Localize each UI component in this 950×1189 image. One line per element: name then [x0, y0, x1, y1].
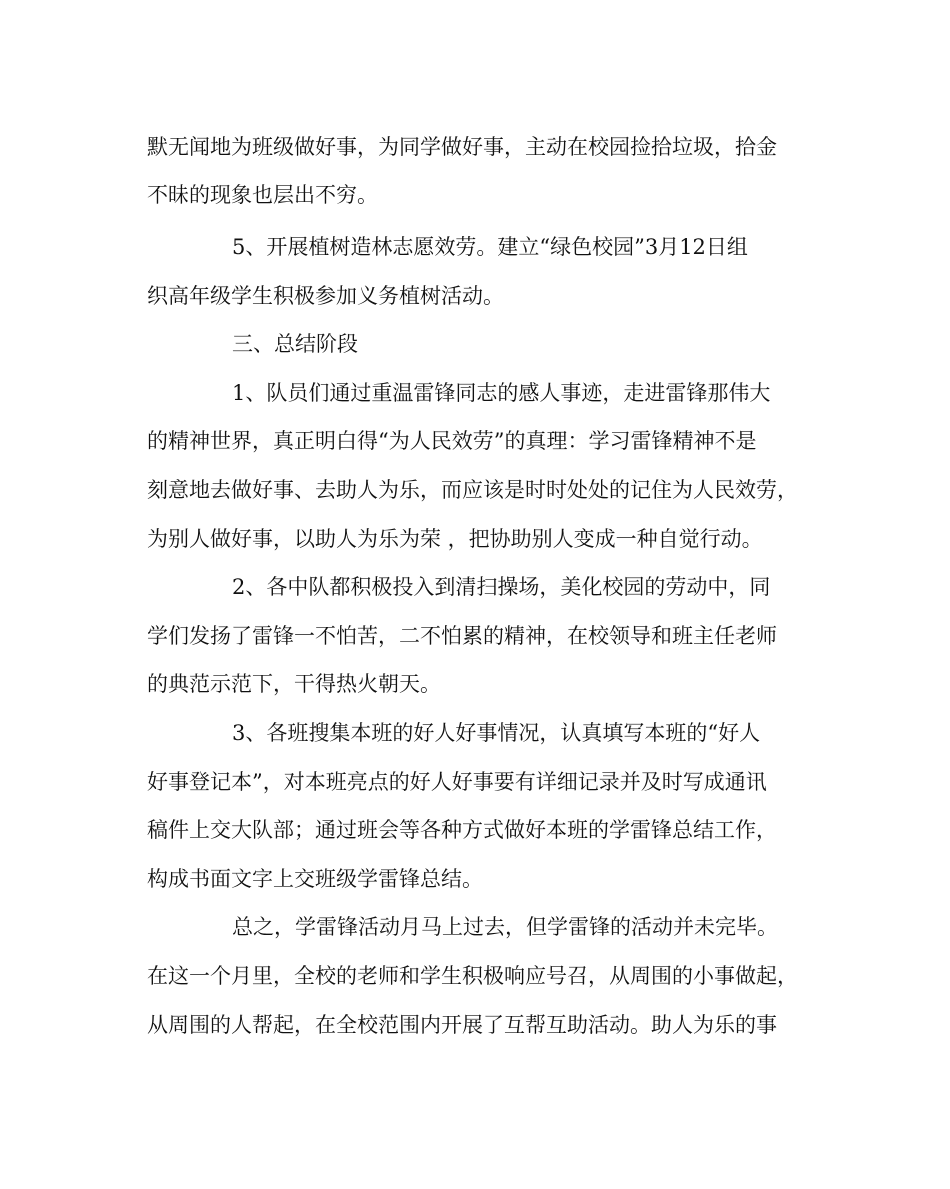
text-line: 在这一个月里，全校的老师和学生积极响应号召，从周围的小事做起， — [147, 964, 798, 988]
text-line: 3、各班搜集本班的好人好事情况，认真填写本班的“好人 — [232, 721, 761, 745]
text-line: 为别人做好事，以助人为乐为荣 ，把协助别人变成一种自觉行动。 — [147, 527, 763, 551]
text-line: 1、队员们通过重温雷锋同志的感人事迹，走进雷锋那伟大 — [232, 381, 771, 405]
text-line: 的典范示范下，干得热火朝天。 — [147, 672, 441, 696]
text-line: 刻意地去做好事、去助人为乐，而应该是时时处处的记住为人民效劳， — [147, 478, 798, 502]
text-line: 好事登记本”，对本班亮点的好人好事要有详细记录并及时写成通讯 — [147, 770, 767, 794]
text-line: 默无闻地为班级做好事，为同学做好事，主动在校园捡拾垃圾，拾金 — [147, 135, 777, 159]
text-line: 构成书面文字上交班级学雷锋总结。 — [147, 867, 483, 891]
text-line: 稿件上交大队部；通过班会等各种方式做好本班的学雷锋总结工作， — [147, 818, 777, 842]
text-line: 5、开展植树造林志愿效劳。建立“绿色校园”3月12日组 — [232, 235, 748, 259]
text-line: 不昧的现象也层出不穷。 — [147, 183, 378, 207]
text-line: 织高年级学生积极参加义务植树活动。 — [147, 284, 504, 308]
text-line: 学们发扬了雷锋一不怕苦，二不怕累的精神，在校领导和班主任老师 — [147, 624, 777, 648]
text-line: 从周围的人帮起，在全校范围内开展了互帮互助活动。助人为乐的事 — [147, 1013, 777, 1037]
text-line: 的精神世界，真正明白得“为人民效劳”的真理：学习雷锋精神不是 — [147, 429, 757, 453]
text-line: 2、各中队都积极投入到清扫操场，美化校园的劳动中，同 — [232, 575, 771, 599]
section-heading: 三、总结阶段 — [232, 332, 358, 356]
text-line: 总之，学雷锋活动月马上过去，但学雷锋的活动并未完毕。 — [232, 915, 778, 939]
